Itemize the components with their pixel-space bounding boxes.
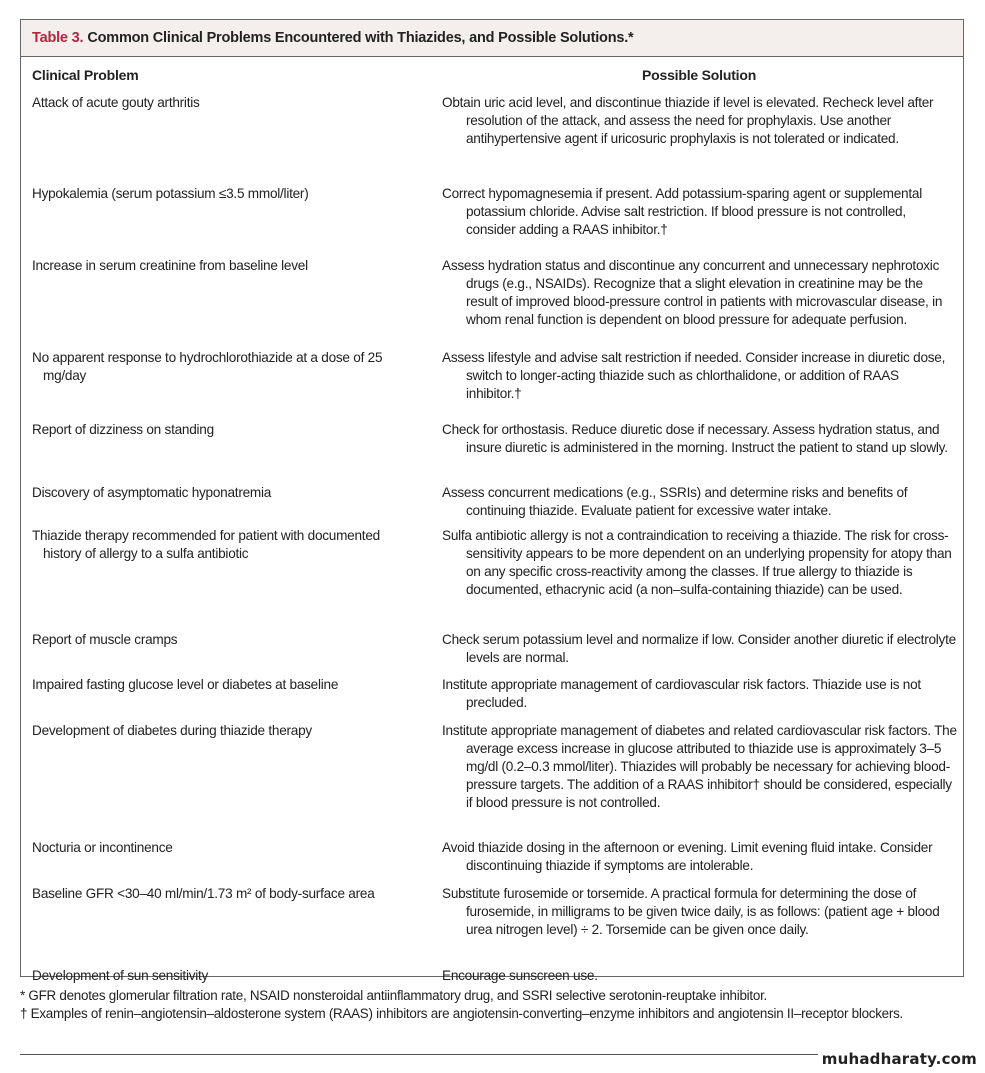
solution-cell: Institute appropriate management of cardiovascular risk factors. Thiazide use is not precluded. [442,677,921,710]
problem-cell: Increase in serum creatinine from baseline level [32,258,308,273]
solution-cell: Obtain uric acid level, and discontinue thiazide if level is elevated. Recheck level after resolution of the attack, and assess the need for prophylaxis. Use another antihypertensive agent if uricosuric prophylaxis is not tolerated or indicated. [442,95,934,146]
solution-cell: Encourage sunscreen use. [442,968,598,983]
problem-cell: Thiazide therapy recommended for patient with documented history of allergy to a sulfa antibiotic [32,528,380,561]
problem-cell: Report of dizziness on standing [32,422,214,437]
solution-cell: Institute appropriate management of diabetes and related cardiovascular risk factors. The average excess increase in glucose attributed to thiazide use is approximately 3–5 mg/dl (0.2–0.3 mmol/liter). Thiazides will probably be necessary for achieving blood-pressure targets. The addition of a RAAS inhibitor† should be considered, especially if blood pressure is not controlled. [442,723,957,810]
problem-cell: Discovery of asymptomatic hyponatremia [32,485,272,500]
solution-cell: Assess concurrent medications (e.g., SSRIs) and determine risks and benefits of continuing thiazide. Evaluate patient for excessive water intake. [442,485,908,518]
column-header-clinical-problem: Clinical Problem [32,67,139,83]
problem-cell: No apparent response to hydrochlorothiazide at a dose of 25 mg/day [32,350,383,383]
solution-cell: Assess lifestyle and advise salt restriction if needed. Consider increase in diuretic dose, switch to longer-acting thiazide such as chlorthalidone, or addition of RAAS inhibitor.† [442,350,946,401]
problem-cell: Development of sun sensitivity [32,968,209,983]
column-headers [21,57,963,87]
table-number: Table 3. [32,30,84,46]
solution-cell: Check for orthostasis. Reduce diuretic dose if necessary. Assess hydration status, and insure diuretic is administered in the morning. Instruct the patient to stand up slowly. [442,422,948,455]
problem-cell: Report of muscle cramps [32,632,178,647]
footnote-abbreviations: * GFR denotes glomerular filtration rate, NSAID nonsteroidal antiinflammatory drug, and SSRI selective serotonin-reuptake inhibitor. [20,988,768,1003]
solution-cell: Check serum potassium level and normalize if low. Consider another diuretic if electrolyte levels are normal. [442,632,956,665]
problem-cell: Hypokalemia (serum potassium ≤3.5 mmol/liter) [32,186,309,201]
solution-cell: Assess hydration status and discontinue any concurrent and unnecessary nephrotoxic drugs (e.g., NSAIDs). Recognize that a slight elevation in creatinine may be the result of improved blood-pressure control in patients with microvascular disease, in whom renal function is dependent on blood pressure for adequate perfusion. [442,258,943,327]
table-title: Common Clinical Problems Encountered with Thiazides, and Possible Solutions.* [87,30,634,46]
footnote-raas-inhibitors: † Examples of renin–angiotensin–aldosterone system (RAAS) inhibitors are angiotensin-converting–enzyme inhibitors and angiotensin II–receptor blockers. [20,1006,903,1021]
solution-cell: Correct hypomagnesemia if present. Add potassium-sparing agent or supplemental potassium chloride. Advise salt restriction. If blood pressure is not controlled, consider adding a RAAS inhibitor.† [442,186,922,237]
clinical-problems-table [20,19,964,983]
problem-cell: Nocturia or incontinence [32,840,173,855]
table-footnotes [20,987,965,1023]
problem-cell: Development of diabetes during thiazide therapy [32,723,312,738]
solution-cell: Sulfa antibiotic allergy is not a contraindication to receiving a thiazide. The risk for cross-sensitivity appears to be more dependent on an underlying propensity for atopy than on any specific cross-reactivity among the classes. If true allergy to thiazide is documented, ethacrynic acid (a non–sulfa-containing thiazide) can be used. [442,528,952,597]
solution-cell: Avoid thiazide dosing in the afternoon or evening. Limit evening fluid intake. Consider discontinuing thiazide if symptoms are intolerable. [442,840,933,873]
problem-cell: Attack of acute gouty arthritis [32,95,200,110]
watermark: muhadharaty.com [818,1050,977,1068]
solution-cell: Substitute furosemide or torsemide. A practical formula for determining the dose of furosemide, in milligrams to be given twice daily, is as follows: (patient age + blood urea nitrogen level) ÷ 2. Torsemide can be given once daily. [442,886,940,937]
column-header-possible-solution: Possible Solution [642,67,757,83]
problem-cell: Impaired fasting glucose level or diabetes at baseline [32,677,339,692]
table-caption [21,20,963,57]
problem-cell: Baseline GFR <30–40 ml/min/1.73 m² of body-surface area [32,886,375,901]
